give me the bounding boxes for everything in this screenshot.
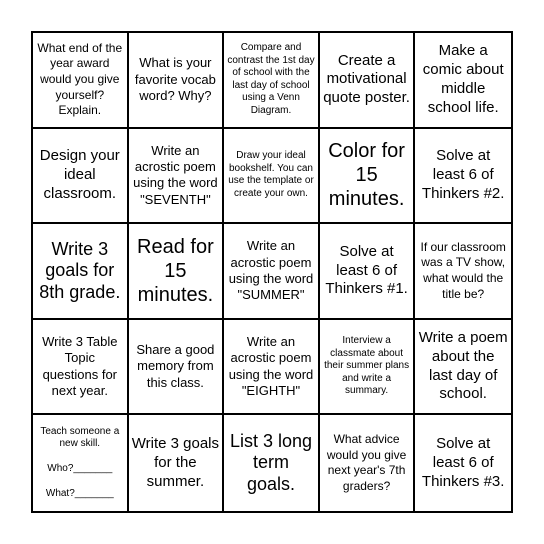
bingo-board bbox=[31, 31, 513, 513]
cell-text: Share a good memory from this class. bbox=[136, 342, 215, 390]
bingo-cell-r4c5 bbox=[415, 320, 511, 416]
bingo-cell-r2c1 bbox=[33, 129, 129, 225]
cell-text: Teach someone a new skill. Who?_______ What?_______ bbox=[40, 425, 120, 500]
cell-text: Compare and contrast the 1st day of school with the last day of school using a Venn Diagram. bbox=[227, 42, 315, 116]
cell-text: If our classroom was a TV show, what would the title be? bbox=[420, 239, 506, 301]
cell-text: Write 3 goals for 8th grade. bbox=[39, 238, 121, 302]
bingo-cell-r5c4 bbox=[320, 415, 416, 511]
cell-text: Design your ideal classroom. bbox=[39, 147, 120, 202]
cell-text: Write 3 Table Topic questions for next year. bbox=[42, 334, 118, 398]
bingo-cell-r4c2 bbox=[129, 320, 225, 416]
cell-text: What is your favorite vocab word? Why? bbox=[134, 55, 216, 103]
bingo-cell-r3c4 bbox=[320, 224, 416, 320]
bingo-cell-r4c1 bbox=[33, 320, 129, 416]
cell-text: Solve at least 6 of Thinkers #3. bbox=[421, 435, 505, 490]
bingo-cell-r4c3 bbox=[224, 320, 320, 416]
bingo-cell-r3c5 bbox=[415, 224, 511, 320]
cell-text: Make a comic about middle school life. bbox=[422, 42, 504, 116]
bingo-cell-r4c4 bbox=[320, 320, 416, 416]
bingo-cell-r3c3 bbox=[224, 224, 320, 320]
bingo-cell-r1c1 bbox=[33, 33, 129, 129]
bingo-cell-r2c2 bbox=[129, 129, 225, 225]
cell-text: Write an acrostic poem using the word "EIGHTH" bbox=[228, 334, 314, 398]
bingo-cell-r3c1 bbox=[33, 224, 129, 320]
bingo-cell-r2c3 bbox=[224, 129, 320, 225]
bingo-cell-r2c4 bbox=[320, 129, 416, 225]
bingo-cell-r1c5 bbox=[415, 33, 511, 129]
bingo-cell-r1c4 bbox=[320, 33, 416, 129]
cell-text: Solve at least 6 of Thinkers #1. bbox=[325, 242, 408, 298]
cell-text: Create a motivational quote poster. bbox=[323, 51, 410, 107]
cell-text: Solve at least 6 of Thinkers #2. bbox=[421, 147, 505, 202]
cell-text: Write an acrostic poem using the word "SUMMER" bbox=[228, 238, 314, 303]
bingo-cell-r5c3 bbox=[224, 415, 320, 511]
cell-text: Read for 15 minutes. bbox=[137, 235, 214, 306]
cell-text: Color for 15 minutes. bbox=[328, 140, 405, 211]
bingo-cell-r1c3 bbox=[224, 33, 320, 129]
bingo-cell-r2c5 bbox=[415, 129, 511, 225]
cell-text: What end of the year award would you give yourself? Explain. bbox=[37, 40, 123, 118]
cell-text: Interview a classmate about their summer plans and write a summary. bbox=[324, 335, 410, 397]
cell-text: What advice would you give next year's 7th graders? bbox=[326, 432, 407, 493]
cell-text: Write an acrostic poem using the word "SEVENTH" bbox=[133, 142, 218, 207]
bingo-cell-r1c2 bbox=[129, 33, 225, 129]
cell-text: Draw your ideal bookshelf. You can use the template or create your own. bbox=[228, 150, 314, 199]
cell-text: Write a poem about the last day of school. bbox=[418, 329, 508, 403]
bingo-cell-r5c2 bbox=[129, 415, 225, 511]
cell-text: List 3 long term goals. bbox=[229, 430, 313, 494]
bingo-cell-r3c2 bbox=[129, 224, 225, 320]
bingo-cell-r5c5 bbox=[415, 415, 511, 511]
bingo-cell-r5c1 bbox=[33, 415, 129, 511]
cell-text: Write 3 goals for the summer. bbox=[131, 435, 220, 490]
